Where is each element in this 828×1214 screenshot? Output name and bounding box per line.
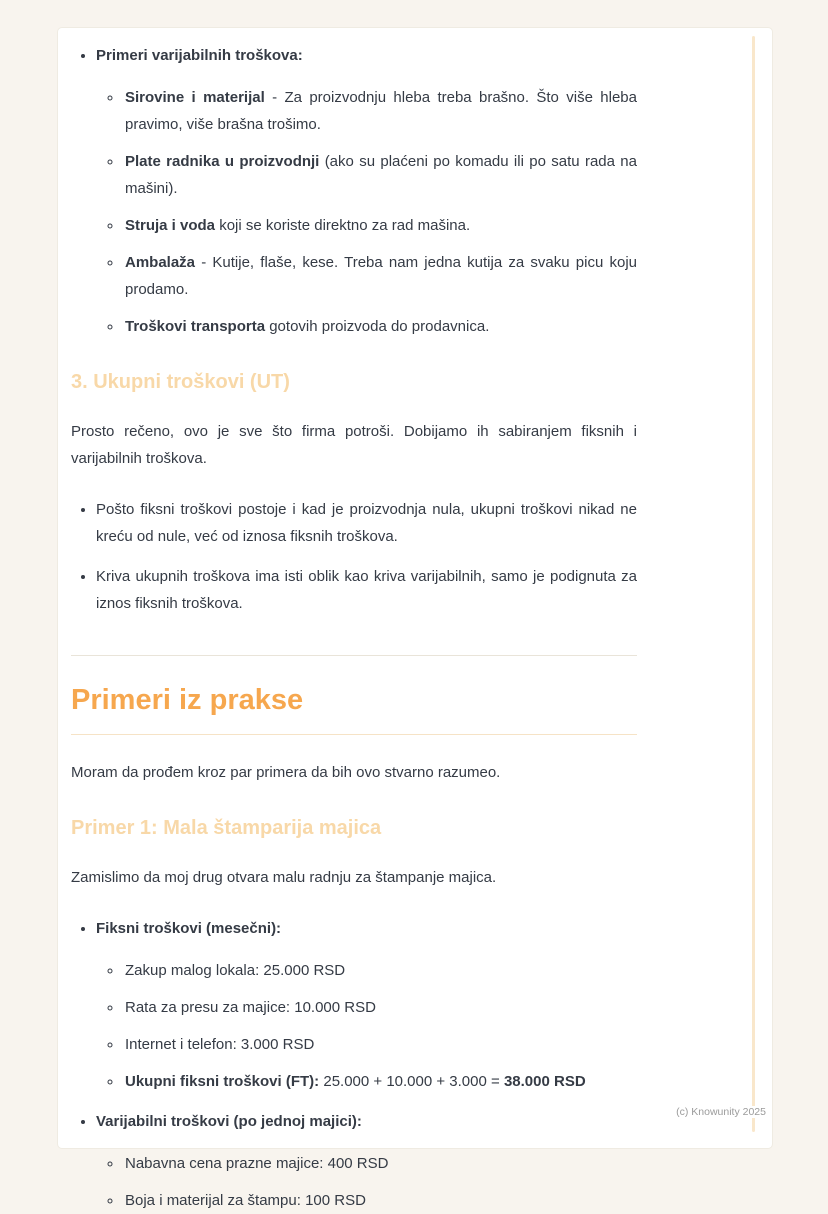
- paragraph-practice-intro: Moram da prođem kroz par primera da bih ovo stvarno razumeo.: [71, 763, 501, 781]
- list-item: [96, 496, 637, 550]
- list-item-bold: Troškovi transporta: [125, 318, 266, 335]
- list-item-text: - Za proizvodnju hleba treba brašno. Što više hleba pravimo, više brašna trošimo.: [125, 89, 637, 133]
- list-item-text: 25.000 + 10.000 + 3.000 =: [319, 1072, 504, 1090]
- list-item-fixed-costs: [96, 915, 637, 1095]
- list-item-bold: Plate radnika u proizvodnji: [125, 153, 320, 170]
- list-item-bold: Sirovine i materijal: [125, 89, 265, 106]
- list-item-text: Nabavna cena prazne majice: 400 RSD: [125, 1154, 389, 1172]
- list-item: [123, 84, 637, 138]
- footer-credit: (c) Knowunity 2025: [672, 1106, 766, 1118]
- list-item: [96, 563, 637, 617]
- list-item: [123, 313, 637, 340]
- variable-costs-sublist: [96, 84, 637, 340]
- list-item: [123, 994, 637, 1021]
- title-underline-divider: [71, 734, 637, 735]
- list-item: [123, 148, 637, 202]
- page-margin-line: [752, 36, 755, 1132]
- list-item-text: Rata za presu za majice: 10.000 RSD: [125, 998, 376, 1016]
- list-item: [123, 957, 637, 984]
- total-costs-list: [71, 496, 637, 617]
- list-item: [123, 249, 637, 303]
- section-divider: [71, 655, 637, 656]
- paragraph-total-costs: Prosto rečeno, ovo je sve što firma potroši. Dobijamo ih sabiranjem fiksnih i varijabilnih troškova.: [71, 423, 637, 467]
- list-item-text: koji se koriste direktno za rad mašina.: [215, 217, 471, 234]
- list-item-text: gotovih proizvoda do prodavnica.: [265, 318, 490, 335]
- page-title-practice: Primeri iz prakse: [71, 684, 304, 716]
- list-item-title: Fiksni troškovi (mesečni):: [96, 919, 282, 937]
- list-item-text: Internet i telefon: 3.000 RSD: [125, 1035, 315, 1053]
- list-item: [123, 212, 637, 239]
- list-item: [123, 1068, 637, 1095]
- document-page: [57, 27, 773, 1209]
- list-item-text: Kriva ukupnih troškova ima isti oblik kao kriva varijabilnih, samo je podignuta za iznos fiksnih troškova.: [96, 568, 637, 612]
- list-item-title: Varijabilni troškovi (po jednoj majici):: [96, 1112, 362, 1130]
- list-item-text: (ako su plaćeni po komadu ili po satu rada na mašini).: [125, 153, 637, 197]
- list-item-bold: Struja i voda: [125, 217, 216, 234]
- variable-costs-list: [71, 42, 637, 340]
- list-item-text: Zakup malog lokala: 25.000 RSD: [125, 961, 346, 979]
- list-item-variable-costs: [96, 42, 637, 340]
- list-item: [123, 1031, 637, 1058]
- list-item: [123, 1187, 637, 1214]
- section-heading-example1: Primer 1: Mala štamparija majica: [71, 816, 382, 839]
- list-item: [123, 1150, 637, 1177]
- list-item-bold-total: 38.000 RSD: [503, 1072, 586, 1090]
- list-item-bold: Ukupni fiksni troškovi (FT):: [125, 1072, 320, 1090]
- document-content: [71, 42, 637, 1214]
- fixed-costs-sublist: [96, 957, 637, 1095]
- list-item-text: - Kutije, flaše, kese. Treba nam jedna kutija za svaku picu koju prodamo.: [125, 254, 637, 298]
- variable-costs-example-sublist: [96, 1150, 637, 1214]
- list-item-text: Boja i materijal za štampu: 100 RSD: [125, 1191, 366, 1209]
- list-item-text: Pošto fiksni troškovi postoje i kad je proizvodnja nula, ukupni troškovi nikad ne kreću od nule, već od iznosa fiksnih troškova.: [96, 501, 637, 545]
- example1-costs-list: [71, 915, 637, 1214]
- list-item-bold: Ambalaža: [125, 254, 196, 271]
- paragraph-example1-intro: Zamislimo da moj drug otvara malu radnju za štampanje majica.: [71, 868, 497, 886]
- section-heading-total-costs: 3. Ukupni troškovi (UT): [71, 371, 290, 393]
- list-item-variable-costs-example: [96, 1108, 637, 1214]
- list-item-title: Primeri varijabilnih troškova:: [96, 47, 303, 64]
